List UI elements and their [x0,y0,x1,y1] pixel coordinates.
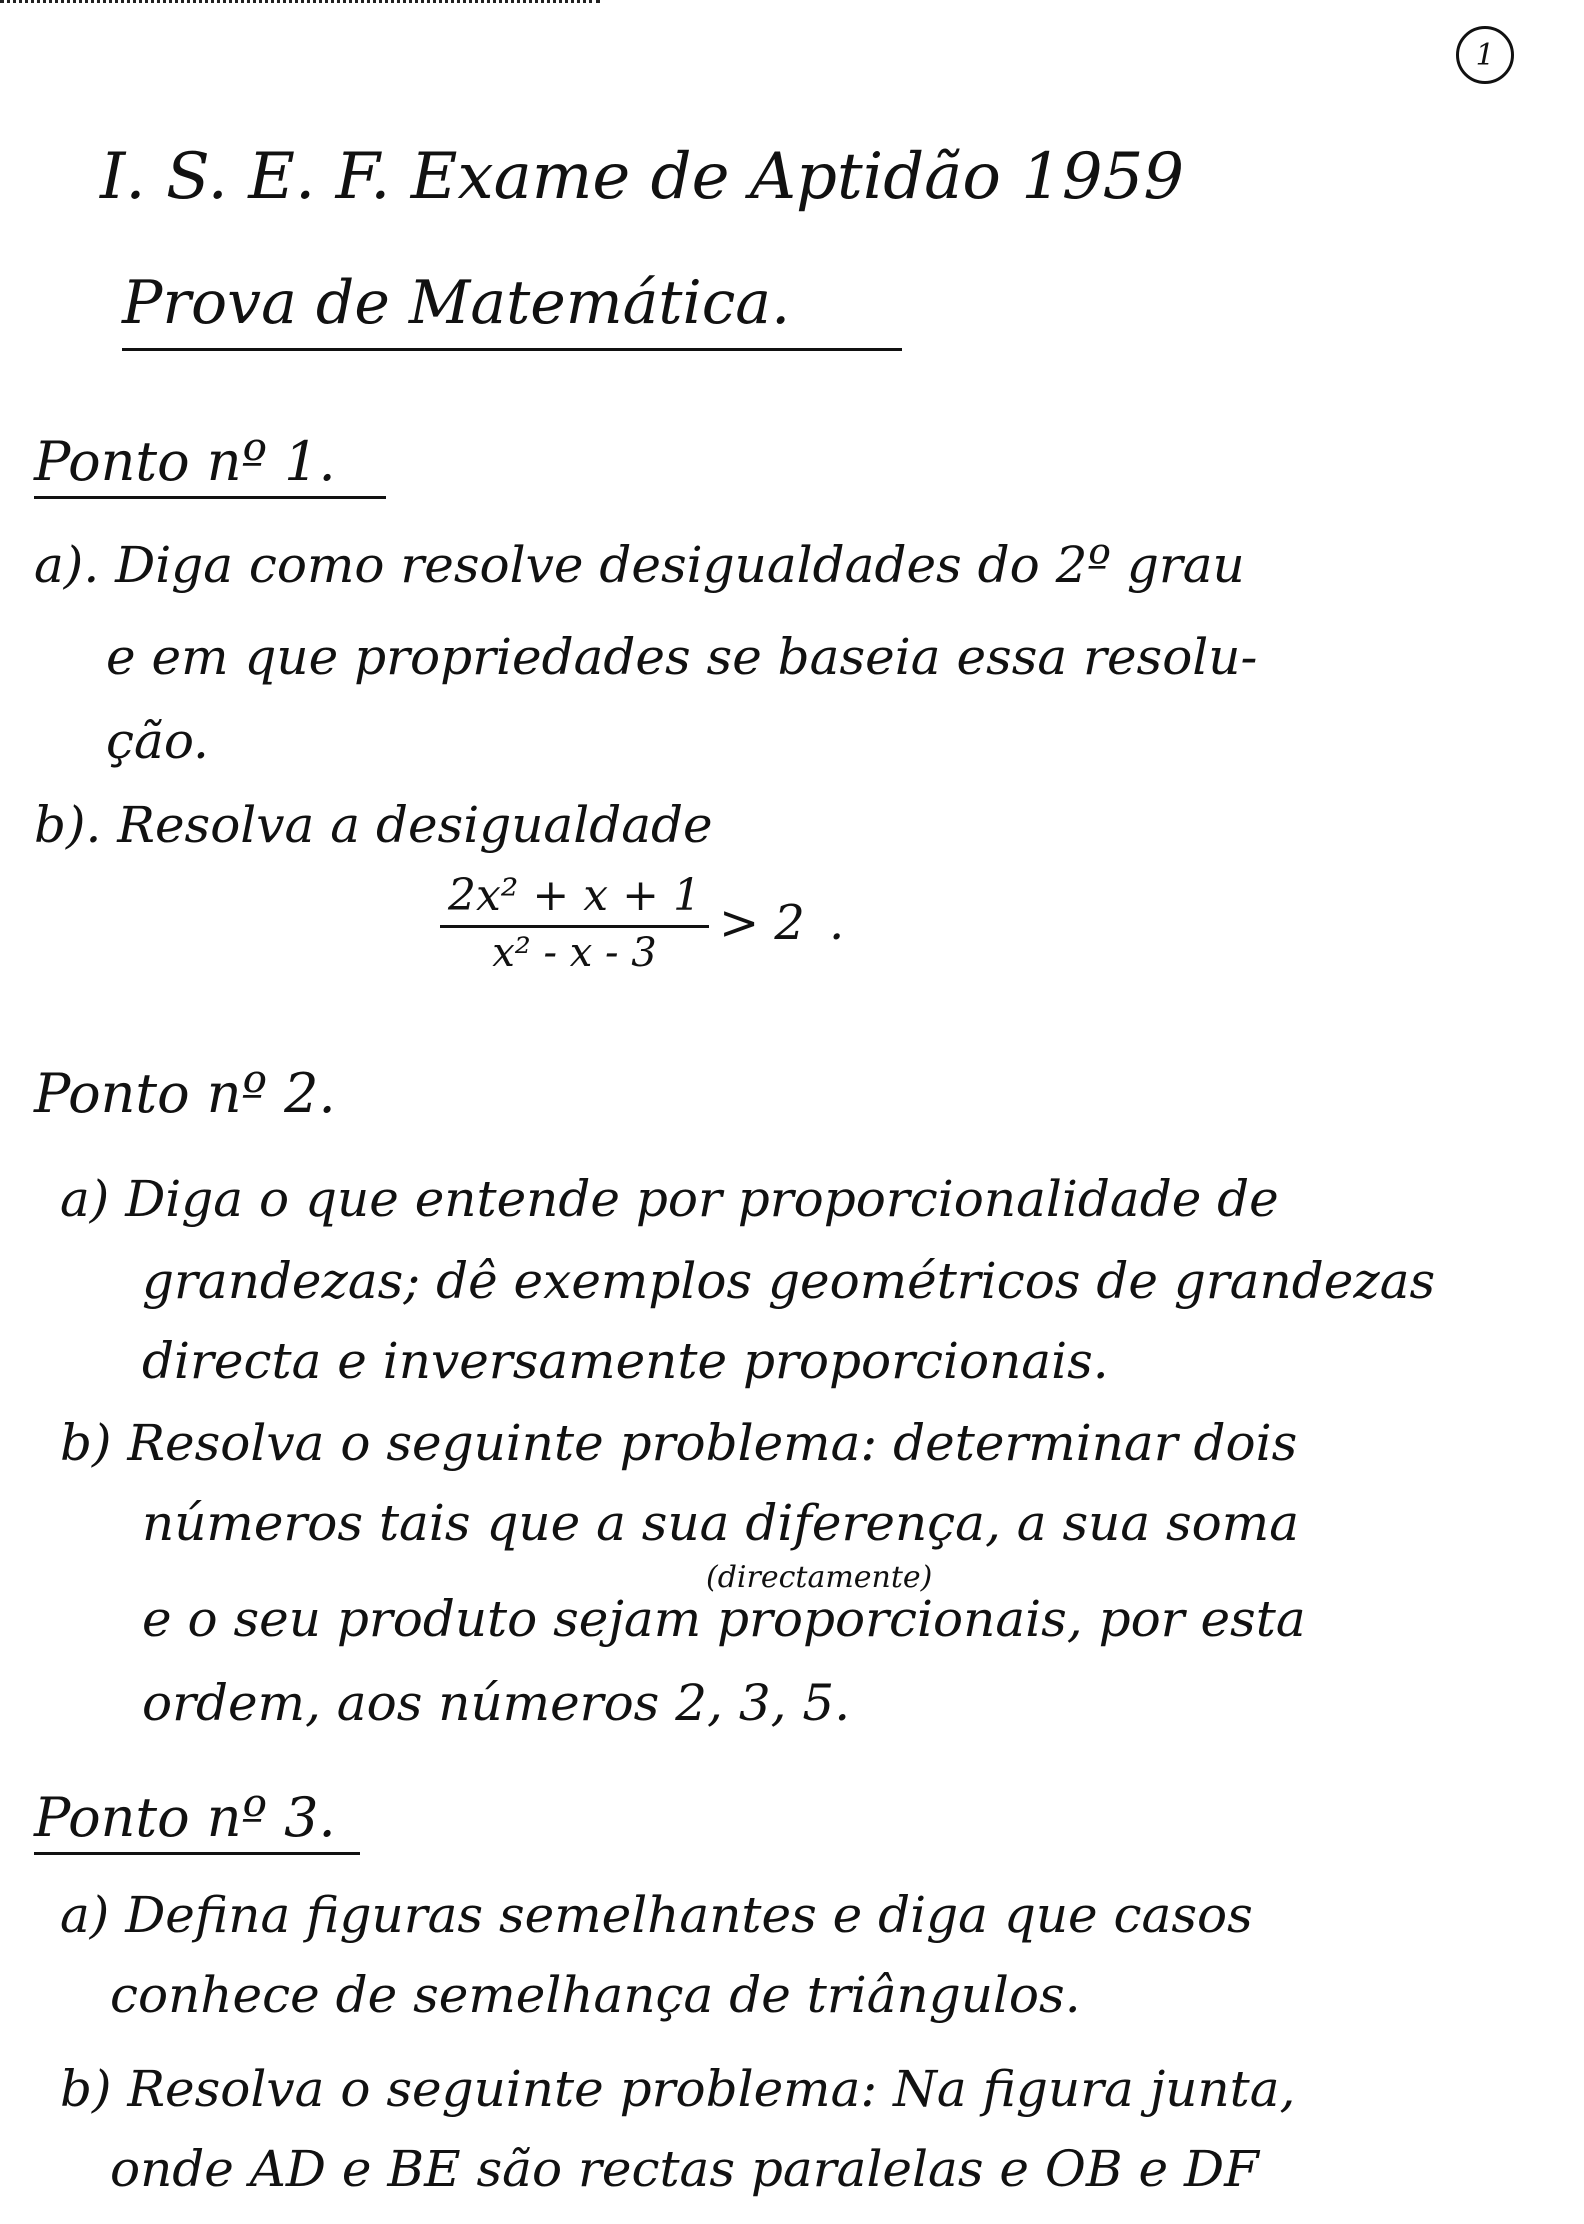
p3-a-line-1: a) Defina figuras semelhantes e diga que casos [60,1886,1253,1944]
formula-fraction [440,870,709,976]
page-number: 1 [1456,26,1514,84]
formula-denominator: x² - x - 3 [492,930,657,976]
formula-numerator: 2x² + x + 1 [448,870,701,921]
heading-1-underline [34,496,386,499]
p2-b-line-1: b) Resolva o seguinte problema: determinar dois [60,1414,1298,1472]
section-heading-2: Ponto nº 2. [34,1062,336,1125]
section-heading-3: Ponto nº 3. [34,1786,336,1849]
subtitle-underline [122,348,902,351]
scan-edge-mark [0,0,600,7]
p2-a-line-2: grandezas; dê exemplos geométricos de grandezas [142,1252,1436,1310]
p1-b-line-1: b). Resolva a desigualdade [34,796,713,854]
section-heading-1: Ponto nº 1. [34,430,336,493]
p1-a-line-1: a). Diga como resolve desigualdades do 2º grau [34,536,1245,594]
p2-b-line-3: e o seu produto sejam proporcionais, por esta [142,1590,1306,1648]
p3-a-line-2: conhece de semelhança de triângulos. [110,1966,1081,2024]
inequality-formula [440,870,844,976]
p3-b-line-2: onde AD e BE são rectas paralelas e OB e DF [110,2140,1259,2198]
formula-tail: . [828,895,845,951]
p2-b-line-4: ordem, aos números 2, 3, 5. [142,1674,851,1732]
page-subtitle: Prova de Matemática. [122,268,791,338]
p2-b-line-2: números tais que a sua diferença, a sua soma [142,1494,1300,1552]
p2-a-line-1: a) Diga o que entende por proporcionalidade de [60,1170,1279,1228]
heading-3-underline [34,1852,360,1855]
formula-relation: > 2 [718,895,805,951]
p1-a-line-2: e em que propriedades se baseia essa resolu- [106,628,1258,686]
p2-a-line-3: directa e inversamente proporcionais. [142,1332,1109,1390]
p1-a-line-3: ção. [106,712,209,770]
p3-b-line-1: b) Resolva o seguinte problema: Na figura junta, [60,2060,1296,2118]
p2-b-insertion-note: (directamente) [706,1560,933,1595]
page-title: I. S. E. F. Exame de Aptidão 1959 [100,140,1185,214]
